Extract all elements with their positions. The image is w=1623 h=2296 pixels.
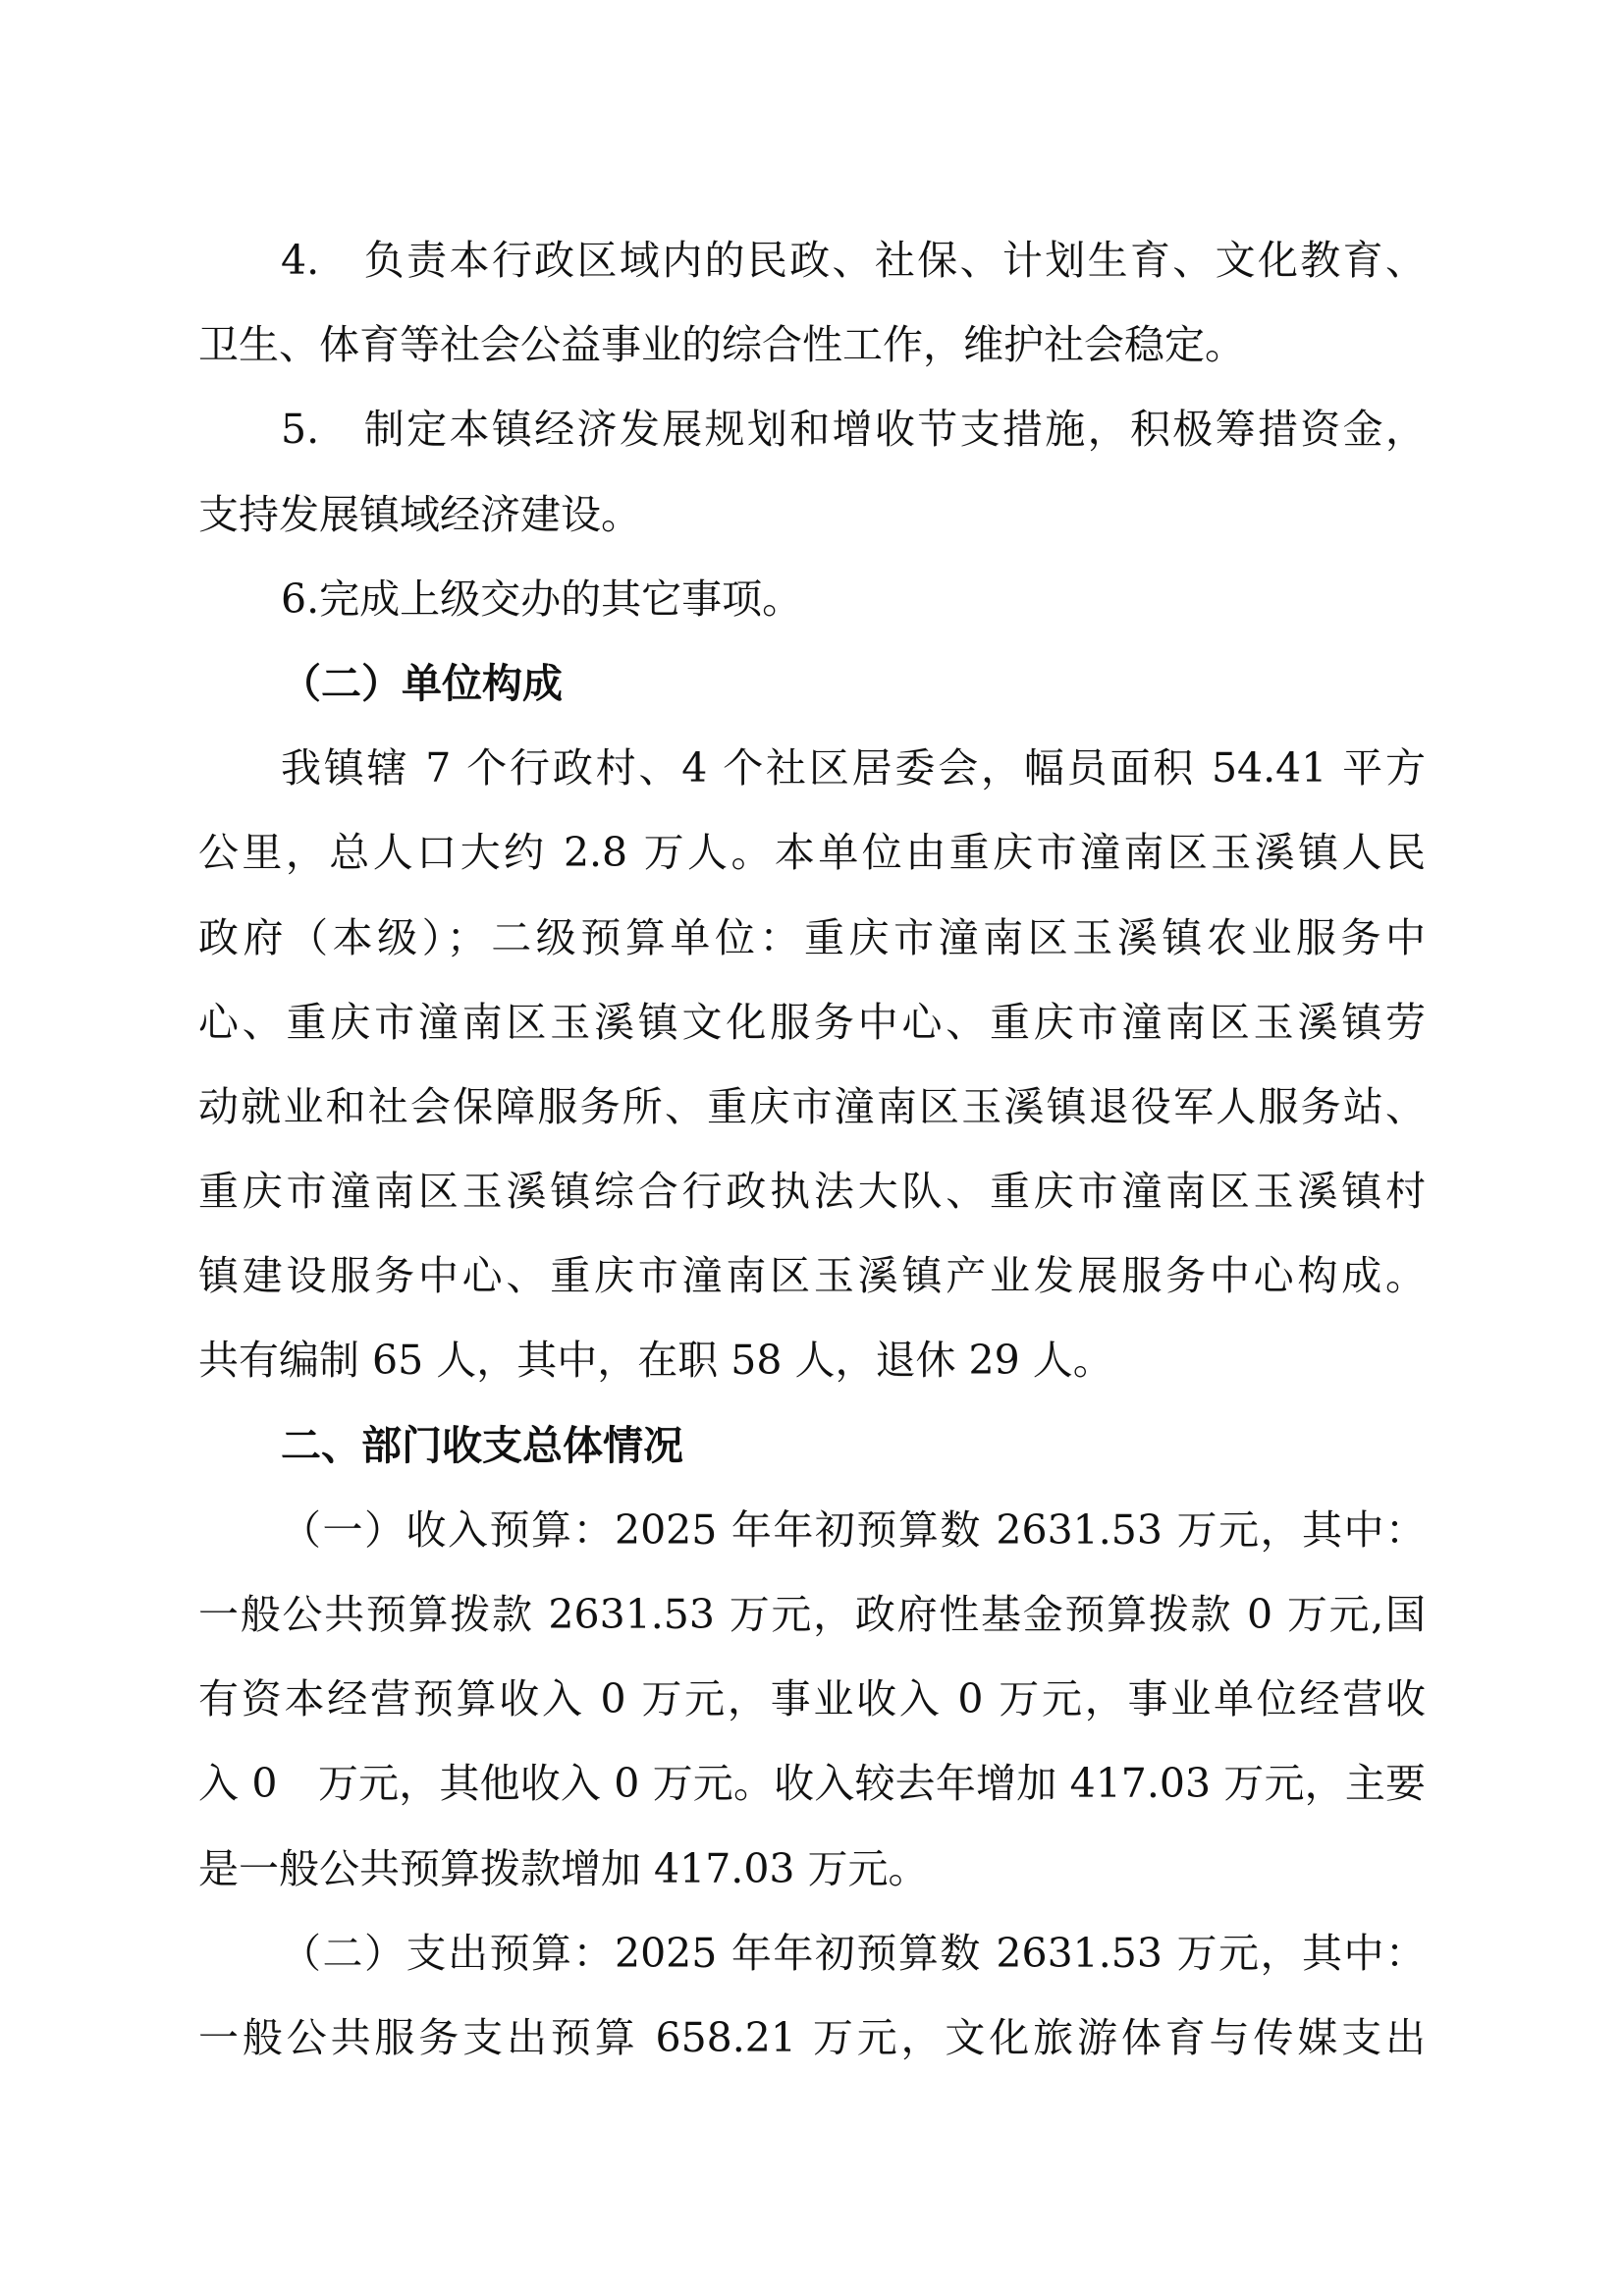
text-line: 是一般公共预算拨款增加 417.03 万元。 bbox=[198, 1844, 929, 1892]
text-line: 重庆市潼南区玉溪镇综合行政执法大队、重庆市潼南区玉溪镇村 bbox=[198, 1168, 1426, 1216]
text-line: 我镇辖 7 个行政村、4 个社区居委会，幅员面积 54.41 平方 bbox=[281, 744, 1426, 793]
text-line: 公里，总人口大约 2.8 万人。本单位由重庆市潼南区玉溪镇人民 bbox=[198, 829, 1426, 877]
text-line: 卫生、体育等社会公益事业的综合性工作，维护社会稳定。 bbox=[198, 321, 1245, 369]
text-line: 5. 制定本镇经济发展规划和增收节支措施，积极筹措资金， bbox=[281, 406, 1426, 454]
text-line: 一般公共预算拨款 2631.53 万元，政府性基金预算拨款 0 万元,国 bbox=[198, 1591, 1426, 1638]
section-heading: （二）单位构成 bbox=[281, 659, 563, 707]
text-line: 有资本经营预算收入 0 万元，事业收入 0 万元，事业单位经营收 bbox=[198, 1675, 1426, 1723]
text-line: 一般公共服务支出预算 658.21 万元，文化旅游体育与传媒支出 bbox=[198, 2013, 1426, 2061]
text-line: 心、重庆市潼南区玉溪镇文化服务中心、重庆市潼南区玉溪镇劳 bbox=[198, 998, 1426, 1046]
text-line: 支持发展镇域经济建设。 bbox=[198, 490, 641, 538]
section-heading: 二、部门收支总体情况 bbox=[281, 1421, 683, 1469]
text-line: 镇建设服务中心、重庆市潼南区玉溪镇产业发展服务中心构成。 bbox=[198, 1252, 1426, 1300]
text-line: （一）收入预算：2025 年年初预算数 2631.53 万元，其中： bbox=[281, 1505, 1426, 1554]
document-body bbox=[198, 218, 1426, 2080]
text-line: 入 0 万元，其他收入 0 万元。收入较去年增加 417.03 万元，主要 bbox=[198, 1760, 1426, 1808]
text-line: 共有编制 65 人，其中，在职 58 人，退休 29 人。 bbox=[198, 1337, 1113, 1385]
text-line: 政府（本级）；二级预算单位：重庆市潼南区玉溪镇农业服务中 bbox=[198, 913, 1426, 961]
text-line: 6.完成上级交办的其它事项。 bbox=[281, 574, 803, 623]
text-line: 动就业和社会保障服务所、重庆市潼南区玉溪镇退役军人服务站、 bbox=[198, 1082, 1426, 1130]
text-line: （二）支出预算：2025 年年初预算数 2631.53 万元，其中： bbox=[281, 1929, 1426, 1977]
text-line: 4. 负责本行政区域内的民政、社保、计划生育、文化教育、 bbox=[281, 237, 1426, 284]
